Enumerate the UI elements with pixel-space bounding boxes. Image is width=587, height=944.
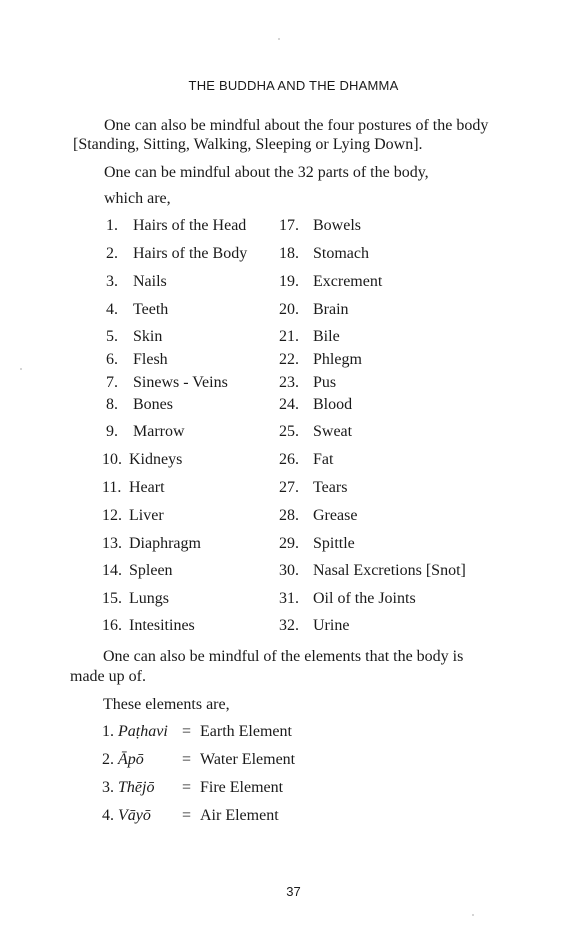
body-part-number: 3.	[106, 273, 118, 290]
body-part-number: 20.	[279, 301, 299, 318]
element-number: 4.	[102, 807, 114, 824]
body-part-number: 29.	[279, 535, 299, 552]
body-part-label: Sinews - Veins	[133, 374, 228, 391]
body-part-label: Phlegm	[313, 351, 362, 368]
body-part-item	[102, 616, 195, 636]
element-pali-name: Thējō	[118, 779, 155, 796]
element-equals: =	[182, 723, 192, 740]
body-part-number: 31.	[279, 590, 299, 607]
body-part-number: 28.	[279, 507, 299, 524]
body-part-item	[279, 534, 355, 554]
element-pali-name: Vāyō	[118, 807, 151, 824]
element-english-name: Water Element	[200, 751, 296, 768]
body-part-item	[102, 478, 165, 498]
body-part-label: Fat	[313, 451, 334, 468]
body-part-item	[106, 373, 228, 393]
body-part-number: 4.	[106, 301, 118, 318]
body-part-number: 14.	[102, 562, 122, 579]
para-elements-line2: made up of.	[70, 668, 146, 685]
body-part-label: Nasal Excretions [Snot]	[313, 562, 466, 579]
element-item	[102, 778, 283, 798]
body-part-number: 8.	[106, 396, 118, 413]
body-part-number: 15.	[102, 590, 122, 607]
body-part-item	[279, 506, 357, 526]
body-part-label: Grease	[313, 507, 358, 524]
body-part-item	[106, 395, 173, 415]
body-part-number: 25.	[279, 423, 299, 440]
scan-speck	[472, 914, 474, 916]
body-part-item	[106, 272, 167, 292]
body-part-label: Teeth	[133, 301, 169, 318]
element-pali-name: Āpō	[118, 751, 144, 768]
para-elements-intro: These elements are,	[103, 696, 230, 713]
body-part-label: Kidneys	[129, 451, 183, 468]
body-part-label: Nails	[133, 273, 167, 290]
body-part-label: Brain	[313, 301, 349, 318]
element-number: 1.	[102, 723, 114, 740]
body-part-label: Lungs	[129, 590, 169, 607]
element-pali-term	[102, 806, 182, 826]
body-part-item	[279, 327, 340, 347]
body-part-item	[279, 422, 352, 442]
body-part-label: Liver	[129, 507, 164, 524]
body-part-item	[279, 300, 349, 320]
body-part-item	[106, 350, 168, 370]
body-part-number: 2.	[106, 245, 118, 262]
body-part-label: Diaphragm	[129, 535, 201, 552]
body-part-label: Bones	[133, 396, 173, 413]
body-part-label: Stomach	[313, 245, 369, 262]
para-parts-line2: which are,	[104, 190, 171, 207]
body-part-number: 17.	[279, 217, 299, 234]
body-part-number: 11.	[102, 479, 122, 496]
body-part-number: 10.	[102, 451, 122, 468]
body-part-label: Marrow	[133, 423, 185, 440]
element-equals: =	[182, 807, 192, 824]
body-part-number: 13.	[102, 535, 122, 552]
body-part-number: 5.	[106, 328, 118, 345]
body-part-label: Blood	[313, 396, 353, 413]
element-pali-name: Paṭhavi	[118, 723, 168, 740]
body-part-number: 26.	[279, 451, 299, 468]
body-part-label: Excrement	[313, 273, 383, 290]
para-postures-line2: [Standing, Sitting, Walking, Sleeping or Lying Down].	[73, 136, 423, 153]
body-part-item	[279, 216, 361, 236]
body-part-item	[106, 300, 168, 320]
element-english-name: Earth Element	[200, 723, 292, 740]
body-part-number: 30.	[279, 562, 299, 579]
element-pali-term	[102, 722, 182, 742]
body-part-label: Bile	[313, 328, 340, 345]
body-part-item	[279, 450, 333, 470]
body-part-number: 22.	[279, 351, 299, 368]
body-part-number: 23.	[279, 374, 299, 391]
body-part-number: 19.	[279, 273, 299, 290]
element-equals: =	[182, 779, 192, 796]
element-english-name: Fire Element	[200, 779, 284, 796]
body-part-item	[106, 327, 162, 347]
para-parts-line1: One can be mindful about the 32 parts of the body,	[104, 164, 429, 181]
body-part-number: 21.	[279, 328, 299, 345]
body-part-label: Tears	[313, 479, 348, 496]
body-part-item	[279, 395, 352, 415]
body-part-item	[102, 450, 182, 470]
body-part-item	[279, 350, 362, 370]
body-part-item	[279, 244, 369, 264]
body-part-number: 27.	[279, 479, 299, 496]
body-part-number: 7.	[106, 374, 118, 391]
body-part-label: Intesitines	[129, 617, 195, 634]
page-number: 37	[286, 884, 301, 899]
body-part-number: 24.	[279, 396, 299, 413]
body-part-item	[279, 373, 336, 393]
scan-speck	[20, 368, 22, 370]
body-part-label: Sweat	[313, 423, 353, 440]
body-part-item	[102, 589, 169, 609]
body-part-item	[279, 272, 382, 292]
scan-speck	[278, 38, 280, 40]
body-part-item	[102, 506, 164, 526]
body-part-item	[102, 561, 173, 581]
element-pali-term	[102, 750, 182, 770]
para-postures-line1: One can also be mindful about the four postures of the body	[104, 117, 489, 134]
element-number: 2.	[102, 751, 114, 768]
running-header: THE BUDDHA AND THE DHAMMA	[188, 78, 399, 93]
body-part-item	[279, 616, 349, 636]
body-part-item	[106, 422, 185, 442]
body-part-label: Spittle	[313, 535, 355, 552]
body-part-label: Spleen	[129, 562, 173, 579]
para-elements-line1: One can also be mindful of the elements that the body is	[103, 648, 464, 665]
body-part-label: Pus	[313, 374, 337, 391]
body-part-number: 18.	[279, 245, 299, 262]
body-part-number: 32.	[279, 617, 299, 634]
body-part-number: 1.	[106, 217, 118, 234]
body-part-label: Oil of the Joints	[313, 590, 416, 607]
body-part-number: 16.	[102, 617, 122, 634]
body-part-item	[279, 478, 347, 498]
element-number: 3.	[102, 779, 114, 796]
body-part-label: Heart	[129, 479, 165, 496]
body-part-label: Urine	[313, 617, 350, 634]
body-part-item	[106, 244, 247, 264]
body-part-item	[106, 216, 246, 236]
body-part-number: 12.	[102, 507, 122, 524]
body-part-number: 6.	[106, 351, 118, 368]
body-part-label: Hairs of the Body	[133, 245, 248, 262]
element-item	[102, 722, 292, 742]
body-part-label: Skin	[133, 328, 163, 345]
element-english-name: Air Element	[200, 807, 279, 824]
element-item	[102, 750, 295, 770]
body-part-label: Bowels	[313, 217, 361, 234]
element-equals: =	[182, 751, 192, 768]
body-part-item	[102, 534, 201, 554]
body-part-item	[279, 561, 466, 581]
body-part-item	[279, 589, 416, 609]
body-part-number: 9.	[106, 423, 118, 440]
element-pali-term	[102, 778, 182, 798]
body-part-label: Flesh	[133, 351, 168, 368]
body-part-label: Hairs of the Head	[133, 217, 247, 234]
element-item	[102, 806, 279, 826]
